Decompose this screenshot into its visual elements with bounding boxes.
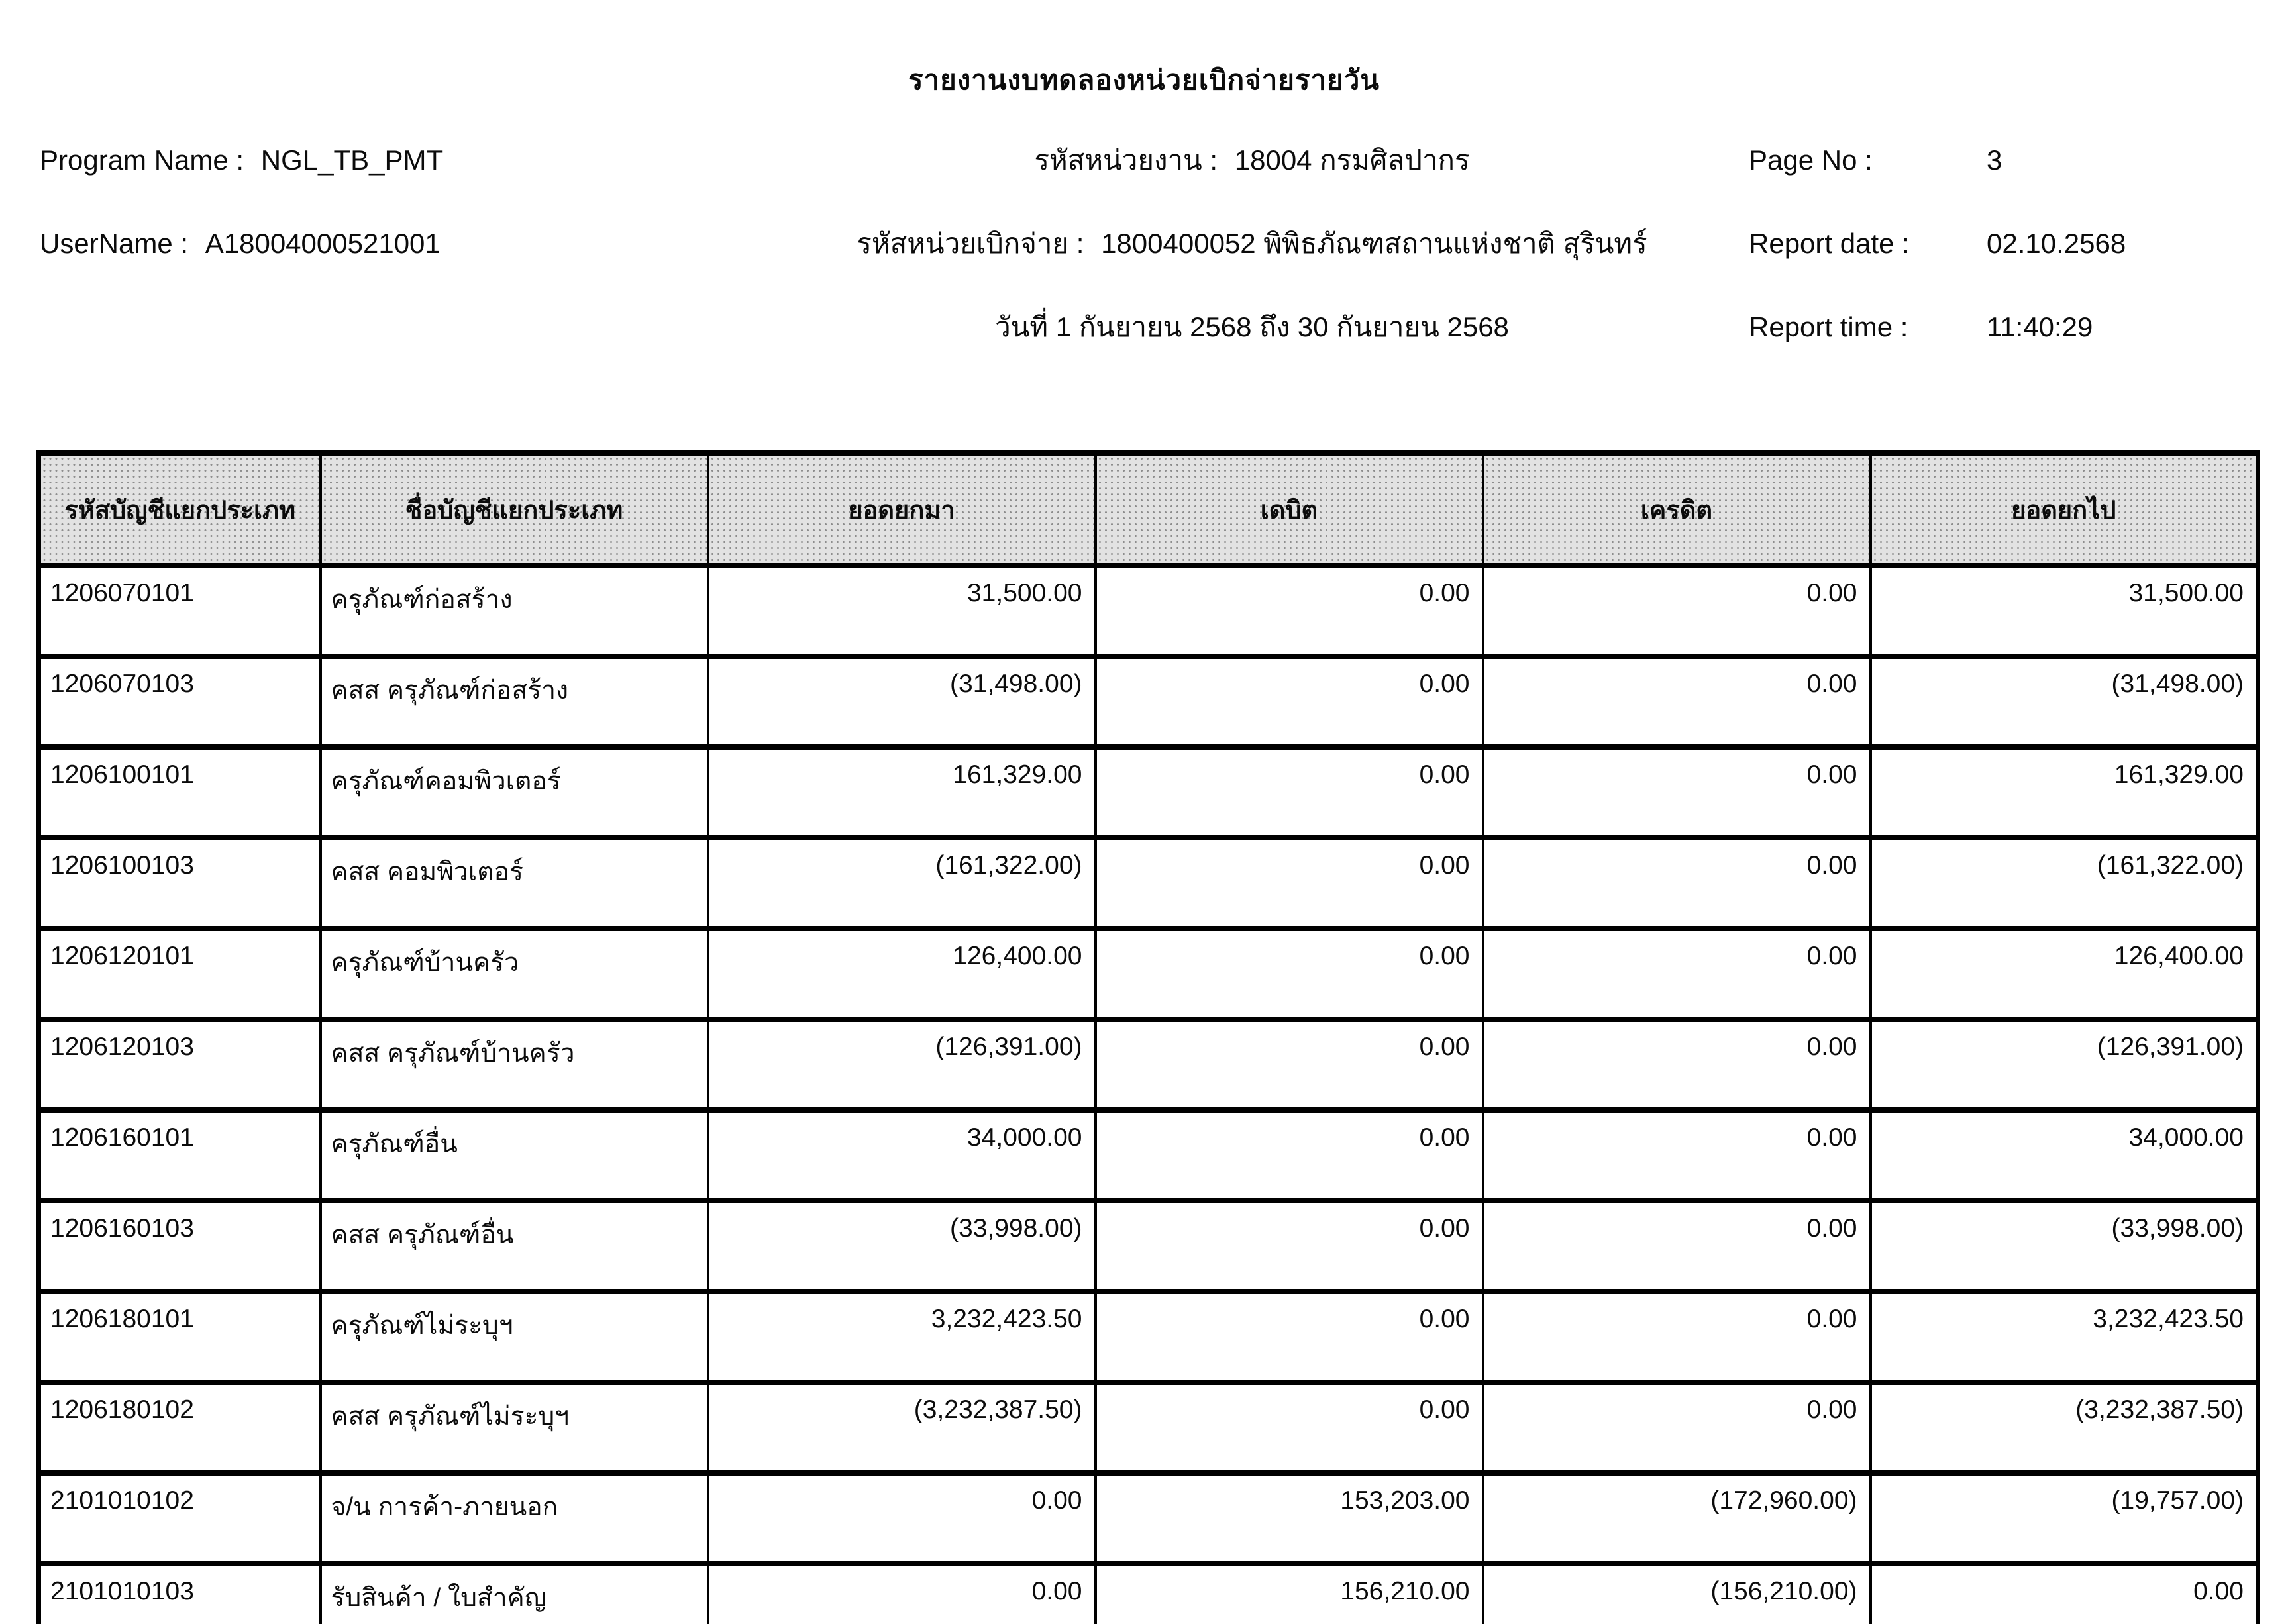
username-label: UserName : (40, 228, 189, 259)
balance-carried-forward-cell: (126,391.00) (1871, 1019, 2258, 1110)
account-name-cell: ครุภัณฑ์ไม่ระบุฯ (321, 1292, 708, 1382)
table-header-row (39, 453, 2258, 566)
page-no-label: Page No : (1749, 144, 1873, 176)
table-header (39, 453, 2258, 566)
debit-cell: 0.00 (1096, 929, 1483, 1019)
debit-cell: 156,210.00 (1096, 1564, 1483, 1624)
program-name-label: Program Name : (40, 144, 244, 176)
credit-cell: 0.00 (1483, 1292, 1871, 1382)
balance-carried-forward-cell: 0.00 (1871, 1564, 2258, 1624)
debit-cell: 153,203.00 (1096, 1473, 1483, 1564)
debit-cell: 0.00 (1096, 566, 1483, 656)
table-row (39, 747, 2258, 838)
account-code-cell: 1206120103 (39, 1019, 321, 1110)
username-line (40, 228, 755, 260)
username-value: A18004000521001 (205, 228, 441, 259)
account-name-cell: ครุภัณฑ์อื่น (321, 1110, 708, 1201)
program-name-value: NGL_TB_PMT (260, 144, 444, 176)
report-meta (40, 144, 2146, 395)
balance-brought-forward-cell: 3,232,423.50 (708, 1292, 1096, 1382)
date-range-line: วันที่ 1 กันยายน 2568 ถึง 30 กันยายน 2568 (995, 311, 1509, 342)
balance-carried-forward-cell: (161,322.00) (1871, 838, 2258, 929)
table-row (39, 1201, 2258, 1292)
balance-carried-forward-cell: 3,232,423.50 (1871, 1292, 2258, 1382)
credit-cell: 0.00 (1483, 566, 1871, 656)
debit-cell: 0.00 (1096, 1110, 1483, 1201)
debit-cell: 0.00 (1096, 656, 1483, 747)
disbursement-unit-label: รหัสหน่วยเบิกจ่าย : (857, 228, 1084, 259)
account-name-cell: จ/น การค้า-ภายนอก (321, 1473, 708, 1564)
account-code-cell: 1206120101 (39, 929, 321, 1019)
credit-cell: 0.00 (1483, 1201, 1871, 1292)
table-row (39, 1564, 2258, 1624)
account-name-cell: คสส ครุภัณฑ์บ้านครัว (321, 1019, 708, 1110)
balance-brought-forward-cell: 0.00 (708, 1473, 1096, 1564)
trial-balance-table (36, 450, 2260, 1624)
agency-value: 18004 กรมศิลปากร (1234, 144, 1470, 176)
column-header-account-code: รหัสบัญชีแยกประเภท (39, 453, 321, 566)
credit-cell: 0.00 (1483, 838, 1871, 929)
column-header-debit: เดบิต (1096, 453, 1483, 566)
page-no-line (1749, 144, 2146, 176)
credit-cell: 0.00 (1483, 747, 1871, 838)
account-code-cell: 1206180101 (39, 1292, 321, 1382)
balance-brought-forward-cell: (33,998.00) (708, 1201, 1096, 1292)
credit-cell: 0.00 (1483, 656, 1871, 747)
report-title: รายงานงบทดลองหน่วยเบิกจ่ายรายวัน (908, 64, 1380, 95)
account-code-cell: 1206100103 (39, 838, 321, 929)
balance-carried-forward-cell: 31,500.00 (1871, 566, 2258, 656)
report-date-line (1749, 228, 2146, 260)
credit-cell: 0.00 (1483, 929, 1871, 1019)
balance-carried-forward-cell: 34,000.00 (1871, 1110, 2258, 1201)
balance-brought-forward-cell: 34,000.00 (708, 1110, 1096, 1201)
credit-cell: 0.00 (1483, 1019, 1871, 1110)
table-row (39, 566, 2258, 656)
balance-carried-forward-cell: (33,998.00) (1871, 1201, 2258, 1292)
table-row (39, 1473, 2258, 1564)
balance-brought-forward-cell: 0.00 (708, 1564, 1096, 1624)
column-header-balance-brought-forward: ยอดยกมา (708, 453, 1096, 566)
account-code-cell: 1206160103 (39, 1201, 321, 1292)
report-date-value: 02.10.2568 (1987, 228, 2126, 259)
agency-label: รหัสหน่วยงาน : (1034, 144, 1218, 176)
account-name-cell: ครุภัณฑ์คอมพิวเตอร์ (321, 747, 708, 838)
balance-brought-forward-cell: (31,498.00) (708, 656, 1096, 747)
balance-brought-forward-cell: (161,322.00) (708, 838, 1096, 929)
table-row (39, 929, 2258, 1019)
page-no-value: 3 (1987, 144, 2002, 176)
debit-cell: 0.00 (1096, 1292, 1483, 1382)
account-code-cell: 2101010102 (39, 1473, 321, 1564)
account-code-cell: 1206180102 (39, 1382, 321, 1473)
balance-carried-forward-cell: (31,498.00) (1871, 656, 2258, 747)
table-row (39, 1019, 2258, 1110)
account-name-cell: ครุภัณฑ์บ้านครัว (321, 929, 708, 1019)
balance-brought-forward-cell: 126,400.00 (708, 929, 1096, 1019)
agency-line (755, 144, 1749, 176)
table-row (39, 838, 2258, 929)
debit-cell: 0.00 (1096, 838, 1483, 929)
balance-brought-forward-cell: 161,329.00 (708, 747, 1096, 838)
balance-carried-forward-cell: 161,329.00 (1871, 747, 2258, 838)
disbursement-unit-line (755, 228, 1749, 260)
table-row (39, 1292, 2258, 1382)
report-date-label: Report date : (1749, 228, 1910, 259)
column-header-account-name: ชื่อบัญชีแยกประเภท (321, 453, 708, 566)
account-name-cell: คสส คอมพิวเตอร์ (321, 838, 708, 929)
balance-brought-forward-cell: 31,500.00 (708, 566, 1096, 656)
account-code-cell: 2101010103 (39, 1564, 321, 1624)
table-body (39, 566, 2258, 1624)
report-time-label: Report time : (1749, 311, 1908, 342)
balance-carried-forward-cell: (19,757.00) (1871, 1473, 2258, 1564)
table-row (39, 1110, 2258, 1201)
debit-cell: 0.00 (1096, 1019, 1483, 1110)
account-code-cell: 1206100101 (39, 747, 321, 838)
account-name-cell: รับสินค้า / ใบสำคัญ (321, 1564, 708, 1624)
account-name-cell: ครุภัณฑ์ก่อสร้าง (321, 566, 708, 656)
account-code-cell: 1206070103 (39, 656, 321, 747)
balance-carried-forward-cell: 126,400.00 (1871, 929, 2258, 1019)
credit-cell: 0.00 (1483, 1382, 1871, 1473)
table-row (39, 1382, 2258, 1473)
balance-brought-forward-cell: (3,232,387.50) (708, 1382, 1096, 1473)
column-header-balance-carried-forward: ยอดยกไป (1871, 453, 2258, 566)
credit-cell: (172,960.00) (1483, 1473, 1871, 1564)
report-time-value: 11:40:29 (1987, 311, 2093, 342)
disbursement-unit-value: 1800400052 พิพิธภัณฑสถานแห่งชาติ สุรินทร์ (1101, 228, 1647, 259)
credit-cell: 0.00 (1483, 1110, 1871, 1201)
report-time-line (1749, 311, 2146, 343)
table-row (39, 656, 2258, 747)
account-code-cell: 1206160101 (39, 1110, 321, 1201)
account-name-cell: คสส ครุภัณฑ์ไม่ระบุฯ (321, 1382, 708, 1473)
balance-carried-forward-cell: (3,232,387.50) (1871, 1382, 2258, 1473)
program-name-line (40, 144, 755, 176)
credit-cell: (156,210.00) (1483, 1564, 1871, 1624)
debit-cell: 0.00 (1096, 1382, 1483, 1473)
debit-cell: 0.00 (1096, 747, 1483, 838)
account-name-cell: คสส ครุภัณฑ์ก่อสร้าง (321, 656, 708, 747)
debit-cell: 0.00 (1096, 1201, 1483, 1292)
column-header-credit: เครดิต (1483, 453, 1871, 566)
balance-brought-forward-cell: (126,391.00) (708, 1019, 1096, 1110)
account-code-cell: 1206070101 (39, 566, 321, 656)
account-name-cell: คสส ครุภัณฑ์อื่น (321, 1201, 708, 1292)
